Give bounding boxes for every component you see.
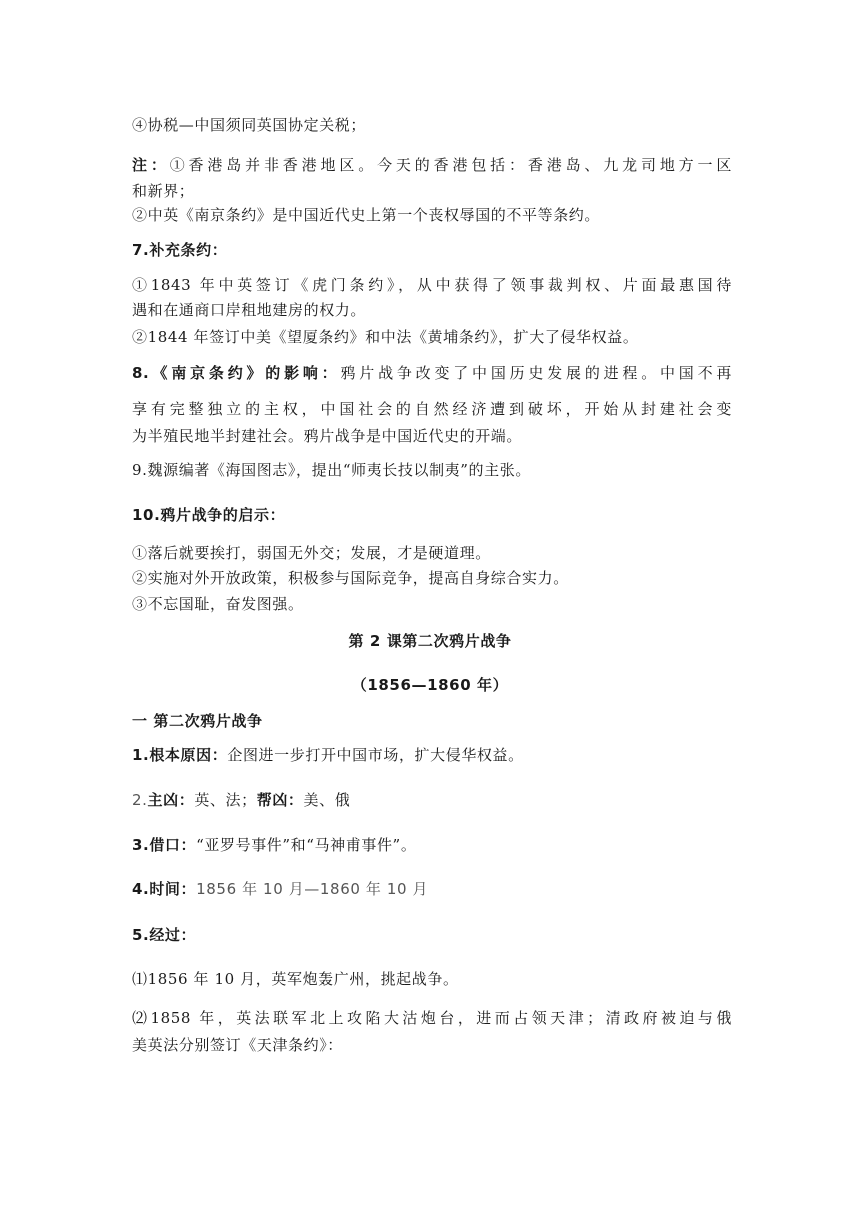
- text-line: [132, 154, 732, 176]
- main-culprit-label: 主凶：: [147, 791, 195, 809]
- note-label: 注：: [132, 156, 170, 174]
- impact-label: 8.《南京条约》的影响：: [132, 364, 341, 382]
- pretext-text: “亚罗号事件”和“马神甫事件”。: [196, 836, 417, 854]
- section-heading: 7.补充条约：: [132, 241, 228, 259]
- text-line: ①1843 年中英签订《虎门条约》，从中获得了领事裁判权、片面最惠国待: [132, 276, 732, 294]
- text-line: [132, 362, 732, 384]
- lesson-title: 第 2 课第二次鸦片战争: [348, 632, 512, 650]
- section-heading: 一 第二次鸦片战争: [132, 712, 263, 730]
- main-culprit-text: 英、法；: [194, 791, 257, 809]
- text-line: ⑵1858 年，英法联军北上攻陷大沽炮台，进而占领天津；清政府被迫与俄: [132, 1009, 732, 1027]
- accomplice-text: 美、俄: [303, 791, 351, 809]
- text-line: 9.魏源编著《海国图志》，提出“师夷长技以制夷”的主张。: [132, 461, 531, 479]
- pretext-label: 3.借口：: [132, 836, 197, 854]
- text-line: 遇和在通商口岸租地建房的权力。: [132, 301, 367, 319]
- accomplice-label: 帮凶：: [256, 791, 304, 809]
- item-number: 2.: [132, 791, 148, 809]
- text-line: ②中英《南京条约》是中国近代史上第一个丧权辱国的不平等条约。: [132, 206, 601, 224]
- text-line: ②1844 年签订中美《望厦条约》和中法《黄埔条约》，扩大了侵华权益。: [132, 328, 639, 346]
- text-line: [132, 789, 732, 811]
- text-line: ①落后就要挨打，弱国无外交；发展，才是硬道理。: [132, 544, 491, 562]
- text-line: 为半殖民地半封建社会。鸦片战争是中国近代史的开端。: [132, 427, 523, 445]
- text-line: 和新界；: [132, 182, 195, 200]
- impact-text: 鸦片战争改变了中国历史发展的进程。中国不再: [340, 364, 732, 382]
- time-text: 1856 年 10 月—1860 年 10 月: [196, 880, 429, 898]
- note-text: ①香港岛并非香港地区。今天的香港包括：香港岛、九龙司地方一区: [169, 156, 732, 174]
- cause-text: 企图进一步打开中国市场，扩大侵华权益。: [227, 746, 524, 764]
- cause-label: 1.根本原因：: [132, 746, 228, 764]
- section-heading: 5.经过：: [132, 926, 197, 944]
- text-line: [132, 834, 732, 856]
- text-line: ③不忘国耻，奋发图强。: [132, 595, 304, 613]
- text-line: ⑴1856 年 10 月，英军炮轰广州，挑起战争。: [132, 970, 459, 988]
- text-line: ④协税—中国须同英国协定关税；: [132, 116, 367, 134]
- time-label: 4.时间：: [132, 880, 197, 898]
- text-line: 美英法分别签订《天津条约》：: [132, 1036, 343, 1054]
- text-line: 享有完整独立的主权，中国社会的自然经济遭到破坏，开始从封建社会变: [132, 400, 732, 418]
- section-heading: 10.鸦片战争的启示：: [132, 506, 286, 524]
- text-line: [132, 878, 732, 900]
- text-line: ②实施对外开放政策，积极参与国际竞争，提高自身综合实力。: [132, 569, 569, 587]
- lesson-subtitle: （1856—1860 年）: [351, 676, 509, 694]
- text-line: [132, 744, 732, 766]
